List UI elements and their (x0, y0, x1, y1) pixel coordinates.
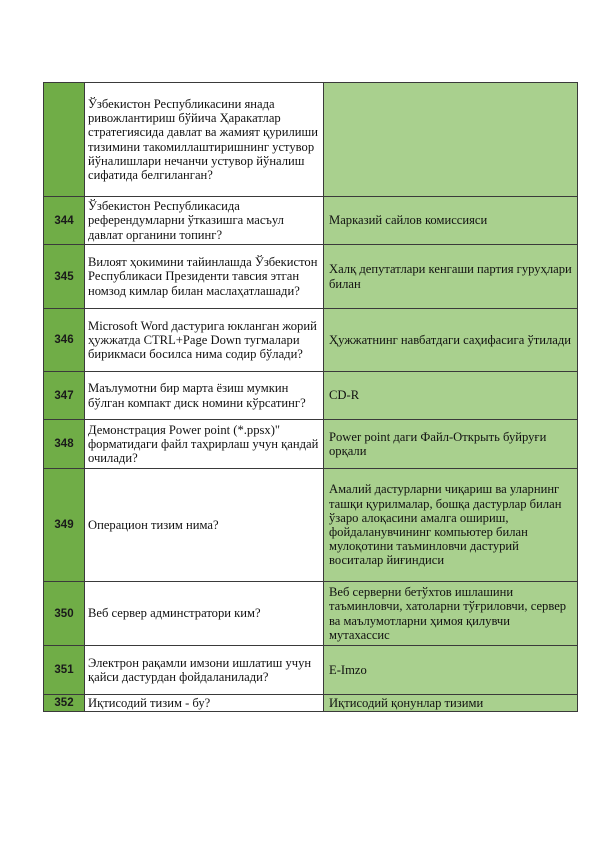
question-cell: Демонстрация Power point (*.ppsx)" форматидаги файл таҳрирлаш учун қандай очилади? (85, 420, 324, 469)
question-cell: Microsoft Word дастурига юкланган жорий ҳужжатда CTRL+Page Down тугмалари бирикмаси босилса нима содир бўлади? (85, 309, 324, 372)
table-row (44, 582, 578, 646)
answer-cell: CD-R (324, 372, 578, 420)
answer-cell: E-Imzo (324, 646, 578, 695)
row-number: 350 (44, 582, 85, 646)
question-cell: Электрон рақамли имзони ишлатиш учун қайси дастурдан фойдаланилади? (85, 646, 324, 695)
table-row (44, 372, 578, 420)
question-cell: Вилоят ҳокимини тайинлашда Ўзбекистон Республикаси Президенти тавсия этган номзод кимлар билан маслаҳатлашади? (85, 245, 324, 309)
row-number: 348 (44, 420, 85, 469)
answer-cell: Халқ депутатлари кенгаши партия гуруҳлари билан (324, 245, 578, 309)
answer-cell: Иқтисодий қонунлар тизими (324, 695, 578, 712)
question-answer-table (43, 82, 578, 712)
table-row (44, 83, 578, 197)
answer-cell (324, 83, 578, 197)
row-number: 347 (44, 372, 85, 420)
table-row (44, 420, 578, 469)
row-number: 352 (44, 695, 85, 712)
row-number (44, 83, 85, 197)
question-cell: Иқтисодий тизим - бу? (85, 695, 324, 712)
question-cell: Маълумотни бир марта ёзиш мумкин бўлган компакт диск номини кўрсатинг? (85, 372, 324, 420)
table-row (44, 245, 578, 309)
row-number: 351 (44, 646, 85, 695)
question-cell: Веб сервер админстратори ким? (85, 582, 324, 646)
question-cell: Ўзбекистон Республикасида референдумларни ўтказишга масъул давлат органини топинг? (85, 197, 324, 245)
answer-cell: Ҳужжатнинг навбатдаги саҳифасига ўтилади (324, 309, 578, 372)
row-number: 349 (44, 469, 85, 582)
answer-cell: Марказий сайлов комиссияси (324, 197, 578, 245)
table-row (44, 646, 578, 695)
answer-cell: Веб серверни бетўхтов ишлашини таъминловчи, хатоларни тўғриловчи, сервер ва маълумотларни ҳимоя қилувчи мутахассис (324, 582, 578, 646)
table-row (44, 469, 578, 582)
row-number: 346 (44, 309, 85, 372)
question-cell: Ўзбекистон Республикасини янада ривожлантириш бўйича Ҳаракатлар стратегиясида давлат ва жамият қурилиши тизимини такомиллаштиришнинг устувор йўналишлари нечанчи устувор йўналиш сифатида белгиланган? (85, 83, 324, 197)
answer-cell: Power point даги Файл-Открыть буйруғи орқали (324, 420, 578, 469)
row-number: 344 (44, 197, 85, 245)
table-row (44, 695, 578, 712)
row-number: 345 (44, 245, 85, 309)
answer-cell: Амалий дастурларни чиқариш ва уларнинг ташқи қурилмалар, бошқа дастурлар билан ўзаро алоқасини амалга ошириш, фойдаланувчининг компьютер билан мулоқотини таъминловчи дастурий воситалар йиғиндиси (324, 469, 578, 582)
table-row (44, 309, 578, 372)
question-cell: Операцион тизим нима? (85, 469, 324, 582)
table-row (44, 197, 578, 245)
